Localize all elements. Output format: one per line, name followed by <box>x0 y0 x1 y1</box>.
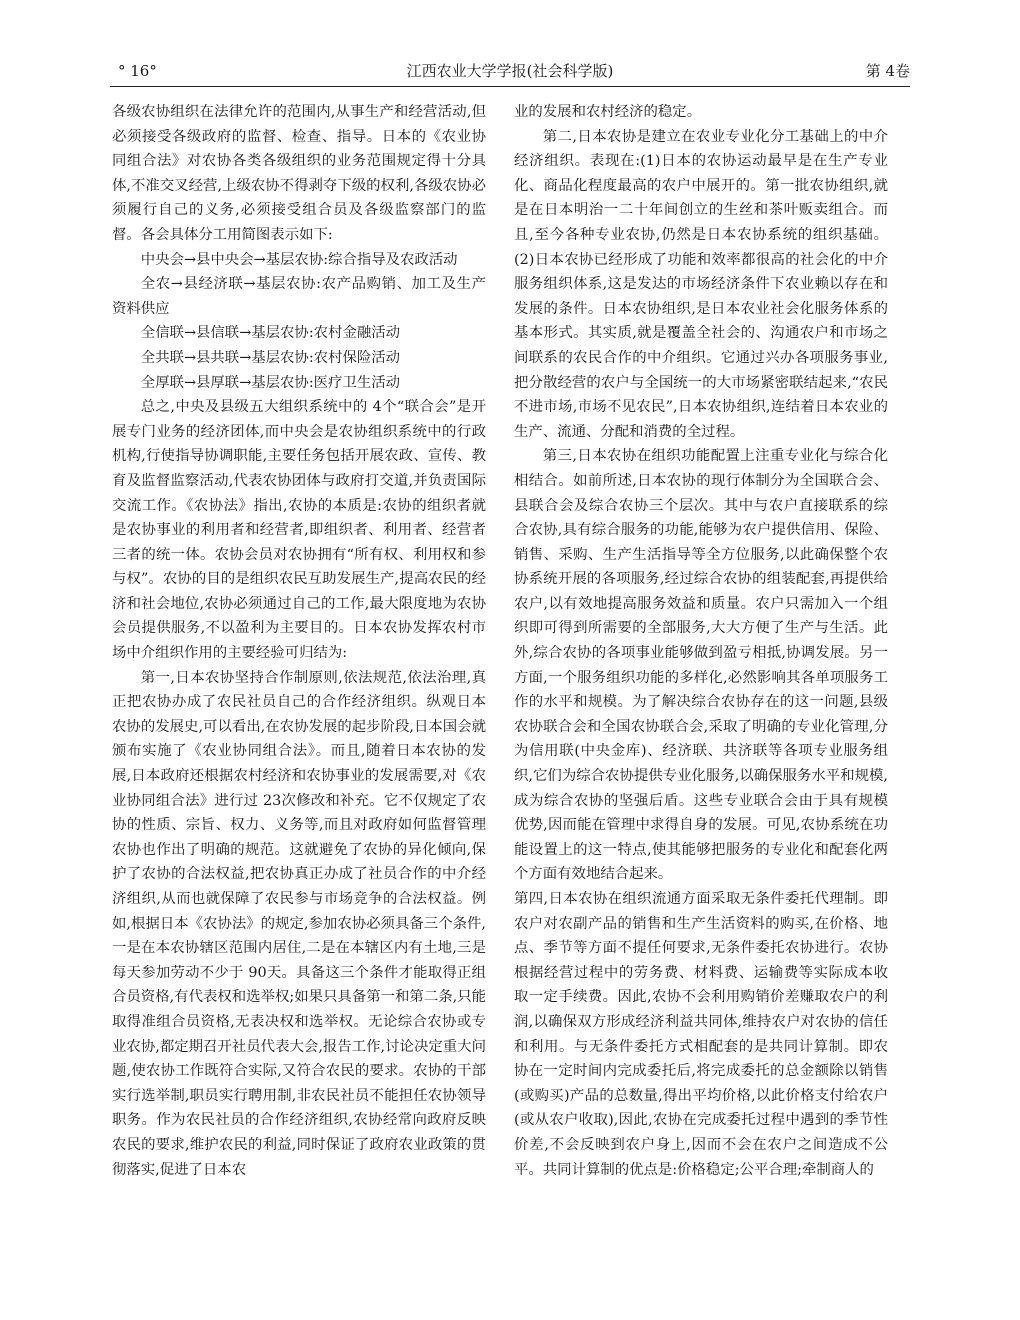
paragraph: 全厚联→县厚联→基层农协:医疗卫生活动 <box>140 374 401 391</box>
paragraph: 全农→县经济联→基层农协:农产品购销、加工及生产资料供应 <box>112 276 486 317</box>
paragraph: 第四,日本农协在组织流通方面采取无条件委托代理制。即农户对农副产品的销售和生产生活资料的购买,在价格、地点、季节等方面不提任何要求,无条件委托农协进行。农协根据经营过程中的劳务费、材料费、运输费等实际成本收取一定手续费。因此,农协不会利用购销价差赚取农户的利润,以确保双方形成经济利益共同体,维持农户对农协的信任和利用。与无条件委托方式相配套的是共同计算制。即农协在一定时间内完成委托后,将完成委托的总金额除以销售(或购买)产品的总数量,得出平均价格,以此价格支付给农户(或从农户收取),因此,农协在完成委托过程中遇到的季节性价差,不会反映到农户身上,因而不会在农户之间造成不公平。共同计算制的优点是:价格稳定;公平合理;牵制商人的 <box>514 891 888 1178</box>
paragraph: 中央会→县中央会→基层农协:综合指导及农政活动 <box>140 251 458 268</box>
paragraph: 全共联→县共联→基层农协:农村保险活动 <box>140 349 401 366</box>
paragraph: 第一,日本农协坚持合作制原则,依法规范,依法治理,真正把农协办成了农民社员自己的合作经济组织。纵观日本农协的发展史,可以看出,在农协发展的起步阶段,日本国会就颁布实施了《农业协同组合法》。而且,随着日本农协的发展,日本政府还根据农村经济和农协事业的发展需要,对《农业协同组合法》进行过 23次修改和补充。它不仅规定了农协的性质、宗旨、权力、义务等,而且对政府如何监督管理农协也作出了明确的规范。这就避免了农协的异化倾向,保护了农协的合法权益,把农协真正办成了社员合作的中介经济组织,从而也就保障了农民参与市场竞争的合法权益。例如,根据日本《农协法》的规定,参加农协必须具备三个条件,一是在本农协辖区范围内居住,二是在本辖区内有土地,三是每天参加劳动不少于 90天。具备这三个条件才能取得正组合员资格,有代表权和选举权;如果只具备第一和第二条,只能取得准组合员资格,无表决权和选举权。无论综合农协或专业农协,都定期召开社员代表大会,报告工作,讨论决定重大问题,使农协工作既符合实际,又符合农民的要求。农协的干部实行选举制,职员实行聘用制,非农民社员不能担任农协领导职务。作为农民社员的合作经济组织,农协经常向政府反映农民的要求,维护农民的利益,同时保证了政府农业政策的贯彻落实,促进了日本农 <box>112 669 486 1178</box>
journal-title: 江西农业大学学报(社会科学版) <box>406 62 614 80</box>
paragraph: 各级农协组织在法律允许的范围内,从事生产和经营活动,但必须接受各级政府的监督、检查、指导。日本的《农业协同组合法》对农协各类各级组织的业务范围规定得十分具体,不准交叉经营,上级农协不得剥夺下级的权利,各级农协必须履行自己的义务,必须接受组合员及各级监察部门的监督。各会具体分工用简图表示如下: <box>112 104 486 243</box>
paragraph: 第三,日本农协在组织功能配置上注重专业化与综合化相结合。如前所述,日本农协的现行体制分为全国联合会、县联合会及综合农协三个层次。其中与农户直接联系的综合农协,具有综合服务的功能,能够为农户提供信用、保险、销售、采购、生产生活指导等全方位服务,以此确保整个农协系统开展的各项服务,经过综合农协的组装配套,再提供给农户,以有效地提高服务效益和质量。农户只需加入一个组织即可得到所需要的全部服务,大大方便了生产与生活。此外,综合农协的各项事业能够做到盈亏相抵,协调发展。另一方面,一个服务组织功能的多样化,必然影响其各单项服务工作的水平和规模。为了解决综合农协存在的这一问题,县级农协联合会和全国农协联合会,采取了明确的专业化管理,分为信用联(中央金库)、经济联、共济联等各项专业服务组织,它们为综合农协提供专业化服务,以确保服务水平和规模,成为综合农协的坚强后盾。这些专业联合会由于具有规模优势,因而能在管理中求得自身的发展。可见,农协系统在功能设置上的这一特点,使其能够把服务的专业化和配套化两个方面有效地结合起来。 <box>514 448 888 883</box>
paragraph: 全信联→县信联→基层农协:农村金融活动 <box>140 325 401 342</box>
right-column <box>514 100 888 1300</box>
header-rule <box>110 86 910 87</box>
running-header <box>110 58 910 84</box>
left-column <box>112 100 486 1300</box>
paragraph: 业的发展和农村经济的稳定。 <box>514 104 702 120</box>
paragraph: 总之,中央及县级五大组织系统中的 4个“联合会”是开展专门业务的经济团体,而中央会是农协组织系统中的行政机构,行使指导协调职能,主要任务包括开展农政、宣传、教育及监督监察活动,代表农协团体与政府打交道,并负责国际交流工作。《农协法》指出,农协的本质是:农协的组织者就是农协事业的利用者和经营者,即组织者、利用者、经营者三者的统一体。农协会员对农协拥有“所有权、利用权和参与权”。农协的目的是组织农民互助发展生产,提高农民的经济和社会地位,农协必须通过自己的工作,最大限度地为农协会员提供服务,不以盈利为主要目的。日本农协发挥农村市场中介组织作用的主要经验可归结为: <box>112 399 486 662</box>
page-number: ° 16° <box>118 62 157 80</box>
paragraph: 第二,日本农协是建立在农业专业化分工基础上的中介经济组织。表现在:(1)日本的农协运动最早是在生产专业化、商品化程度最高的农户中展开的。第一批农协组织,就是在日本明治一二十年间创立的生丝和茶叶贩卖组合。而且,至今各种专业农协,仍然是日本农协系统的组织基础。(2)日本农协已经形成了功能和效率都很高的社会化的中介服务组织体系,这是发达的市场经济条件下农业赖以存在和发展的条件。日本农协组织,是日本农业社会化服务体系的基本形式。其实质,就是覆盖全社会的、沟通农户和市场之间联系的农民合作的中介组织。它通过兴办各项服务事业,把分散经营的农户与全国统一的大市场紧密联结起来,“农民不进市场,市场不见农民”,日本农协组织,连结着日本农业的生产、流通、分配和消费的全过程。 <box>514 128 888 440</box>
volume-label: 第 4卷 <box>865 62 910 80</box>
